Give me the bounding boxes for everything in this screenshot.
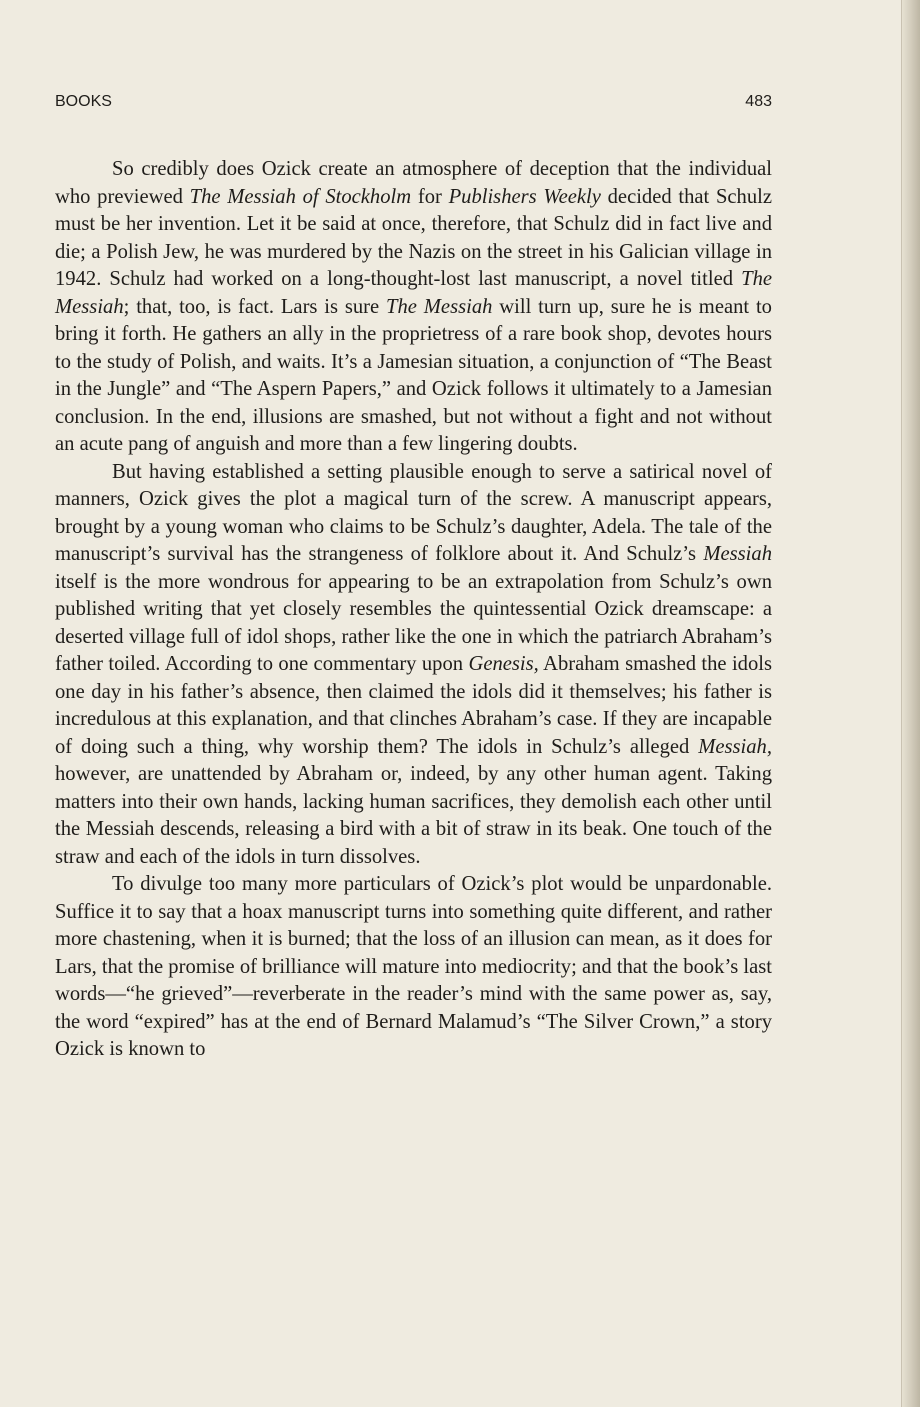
- text-segment: itself is the more wondrous for appearing to be an extrapolation from Schulz’s own published writing that yet closely resembles the quintessential Ozick dreamscape: a deserted village full of idol shops, rather like the one in which the patriarch Abraham’s father toiled. According to one commentary upon: [55, 570, 772, 675]
- italic-title-text: Publishers Weekly: [448, 185, 601, 208]
- italic-title-text: The Messiah: [386, 295, 493, 318]
- running-head: [55, 93, 772, 117]
- italic-title-text: Messiah,: [698, 735, 772, 758]
- paragraph-2: [55, 459, 772, 872]
- body-text: [55, 156, 772, 1064]
- section-title: BOOKS: [55, 93, 112, 110]
- text-segment: however, are unattended by Abraham or, indeed, by any other human agent. Taking matters into their own hands, lacking human sacrifices, they demolish each other until the Messiah descends, releasing a bird with a bit of straw in its beak. One touch of the straw and each of the idols in turn dissolves.: [55, 763, 772, 868]
- paragraph-3: [55, 871, 772, 1064]
- text-segment: decided that Schulz must be her invention. Let it be said at once, therefore, that Schulz did in fact live and die; a Polish Jew, he was murdered by the Nazis on the street in his Galician village in 1942. Schulz had worked on a long-thought-lost last manuscript, a novel titled: [55, 185, 773, 290]
- text-segment: will turn up, sure he is meant to bring it forth. He gathers an ally in the proprietress of a rare book shop, devotes hours to the study of Polish, and waits. It’s a Jamesian situation, a conjunction of “The Beast in the Jungle” and “The Aspern Papers,” and Ozick follows it ultimately to a Jamesian conclusion. In the end, illusions are smashed, but not without a fight and not without an acute pang of anguish and more than a few lingering doubts.: [55, 295, 772, 455]
- italic-title-text: Genesis,: [468, 653, 539, 675]
- text-segment: for: [411, 185, 449, 208]
- text-segment: Abraham smashed the idols one day in his father’s absence, then claimed the idols did it themselves; his father is incredulous at this explanation, and that clinches Abraham’s case. If they are incapable of doing such a thing, why worship them? The idols in Schulz’s alleged: [55, 653, 772, 758]
- text-segment: To divulge too many more particulars of Ozick’s plot would be unpardonable. Suffice it to say that a hoax manuscript turns into something quite different, and rather more chastening, when it is burned; that the loss of an illusion can mean, as it does for Lars, that the promise of brilliance will mature into mediocrity; and that the book’s last words—“he grieved”—reverberate in the reader’s mind with the same power as, say, the word “expired” has at the end of Bernard Malamud’s “The Silver Crown,” a story Ozick is known to: [55, 873, 772, 1060]
- page-edge: [901, 0, 920, 1407]
- italic-title-text: The Messiah: [55, 268, 772, 318]
- italic-title-text: The Messiah of Stockholm: [189, 185, 412, 208]
- text-segment: ; that, too, is fact. Lars is sure: [123, 295, 387, 318]
- paragraph-1: [55, 156, 772, 459]
- text-segment: So credibly does Ozick create an atmosphere of deception that the individual who previewed: [55, 158, 772, 208]
- text-segment: But having established a setting plausible enough to serve a satirical novel of manners, Ozick gives the plot a magical turn of the screw. A manuscript appears, brought by a young woman who claims to be Schulz’s daughter, Adela. The tale of the manuscript’s survival has the strangeness of folklore about it. And Schulz’s: [55, 460, 772, 565]
- italic-title-text: Messiah: [703, 543, 772, 565]
- page-number: 483: [745, 93, 772, 110]
